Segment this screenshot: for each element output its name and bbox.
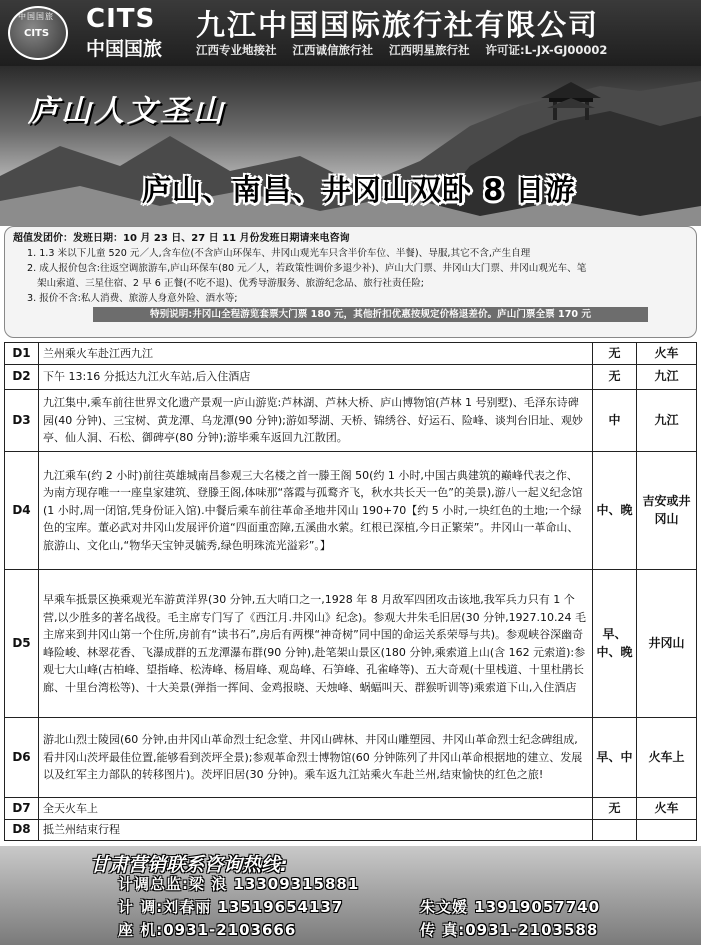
contact-phone: 座 机:0931-2103666 xyxy=(118,921,297,939)
price-info-box xyxy=(4,226,697,338)
meal-cell: 中 xyxy=(593,390,637,452)
stay-cell: 吉安或井冈山 xyxy=(637,452,697,570)
logo-cn: 中国国旅 xyxy=(86,38,163,60)
meal-cell: 早、中 xyxy=(593,718,637,798)
adult-price-includes-cont: 架山索道、三星住宿、2 早 6 正餐(不吃不退)、优秀导游服务、旅游纪念品、旅行社责任险; xyxy=(37,278,425,289)
logo-en: CITS xyxy=(86,4,156,34)
day-description: 九江集中,乘车前往世界文化遗产景观一庐山游览:芦林湖、芦林大桥、庐山博物馆(芦林 1 号别墅)、毛泽东诗碑园(40 分钟)、三宝树、黄龙潭、乌龙潭(90 分钟);游如琴湖、天桥、锦绣谷、好运石、险峰、谈判台旧址、观妙亭、仙人洞、石松、御碑亭(80 分钟);游毕乘车返回九江散团。 xyxy=(39,390,593,452)
day-label: D2 xyxy=(5,365,39,390)
table-row xyxy=(5,798,697,820)
tour-title: 庐山、南昌、井冈山双卧 8 日游 xyxy=(142,173,576,207)
meal-cell xyxy=(593,820,637,841)
price-excludes: 3. 报价不含:私人消费、旅游人身意外险、酒水等; xyxy=(27,293,238,304)
day-description: 早乘车抵景区换乘观光车游黄洋界(30 分钟,五大哨口之一,1928 年 8 月敌军四团攻击该地,我军兵力只有 1 个营,以少胜多的著名战役。毛主席专门写了《西江月.井冈山》纪念)。参观大井朱毛旧居(30 分钟,1927.10.24 毛主席来到井冈山第一个住所,房前有“读书石”,房后有两棵“神奇树”同中国的命运关系荣辱与共)。参观峡谷深幽奇峰险峻、林翠花香、飞瀑成群的五龙潭瀑布群(90 分钟),赴笔架山景区(180 分钟,乘索道上山(含 162 元索道):参观七大山峰(古柏峰、望指峰、松涛峰、杨眉峰、观岛峰、石笋峰、孔雀峰等)、五大奇观(十里桟道、十里杜鹃长廊、十里台湾松等)、十大美景(弹指一挥间、金鸡报晓、天烛峰、蜗蝠叫天、群猴听训等)乘索道下山,入住酒店 xyxy=(39,570,593,718)
day-description: 游北山烈士陵园(60 分钟,由井冈山革命烈士纪念堂、井冈山碑林、井冈山雕塑园、井冈山革命烈士纪念碑组成,看井冈山茨坪最佳位置,能够看到茨坪全景);参观革命烈士博物馆(60 分钟陈列了井冈山革命根据地的建立、发展以及红军主力部队的转移图片)。茨坪旧居(30 分钟)。乘车返九江站乘火车赴兰州,结束愉快的红色之旅! xyxy=(39,718,593,798)
contact-director: 计调总监:梁 浪 13309315881 xyxy=(118,875,360,893)
header-bar xyxy=(0,0,701,66)
table-row xyxy=(5,365,697,390)
day-label: D8 xyxy=(5,820,39,841)
special-note: 特别说明:井冈山全程游览套票大门票 180 元，其他折扣优惠按规定价格退差价。庐山门票全票 170 元 xyxy=(93,307,648,322)
table-row xyxy=(5,343,697,365)
day-description: 全天火车上 xyxy=(39,798,593,820)
header-sub-item: 江西诚信旅行社 xyxy=(292,43,373,57)
header-sub-list xyxy=(196,42,607,58)
day-label: D3 xyxy=(5,390,39,452)
meal-cell: 无 xyxy=(593,365,637,390)
header-sub-item: 江西专业地接社 xyxy=(196,43,277,57)
contact-fax: 传 真:0931-2103588 xyxy=(420,921,599,939)
contact-footer xyxy=(0,846,701,945)
cits-logo-icon xyxy=(8,6,68,60)
hotline-title: 甘肃营销联系咨询热线: xyxy=(90,854,288,876)
meal-cell: 无 xyxy=(593,798,637,820)
table-row xyxy=(5,718,697,798)
stay-cell: 九江 xyxy=(637,390,697,452)
table-row xyxy=(5,570,697,718)
day-description: 九江乘车(约 2 小时)前往英雄城南昌参观三大名楼之首一滕王阁 50(约 1 小时,中国古典建筑的巅峰代表之作、为南方现存唯一一座皇家建筑、登滕王阁,体味那“落霞与孤鹜齐飞，秋水共长天一色”的美景),游八一起义纪念馆(1 小时,周一闭馆,凭身份证入馆).中餐后乘车前往革命圣地井冈山 190+70【约 5 小时,一块红色的土地;一个绿色的宝库。董必武对井冈山发展评价道“四面重峦障,五溪曲水萦。红根已深植,今日正繁荣”。井冈山一革命山、旅游山、文化山,“物华天宝钟灵毓秀,绿色明珠流光溢彩”。】 xyxy=(39,452,593,570)
stay-cell: 火车 xyxy=(637,798,697,820)
meal-cell: 中、晚 xyxy=(593,452,637,570)
logo-sub-text: CITS xyxy=(24,28,50,39)
contact-operator: 计 调:刘春丽 13519654137 xyxy=(118,898,344,916)
departure-info: 超值发团价：发班日期：10 月 23 日、27 日 11 月份发班日期请来电咨询 xyxy=(13,233,350,244)
meal-cell: 无 xyxy=(593,343,637,365)
day-label: D6 xyxy=(5,718,39,798)
stay-cell: 火车上 xyxy=(637,718,697,798)
child-price-note: 1. 1.3 米以下儿童 520 元／人,含车位(不含庐山环保车、井冈山观光车只含半价车位、半餐)、导服,其它不含,产生自理 xyxy=(27,248,531,259)
stay-cell: 井冈山 xyxy=(637,570,697,718)
stay-cell: 九江 xyxy=(637,365,697,390)
day-description: 下午 13:16 分抵达九江火车站,后入住酒店 xyxy=(39,365,593,390)
banner-title: 庐山人文圣山 xyxy=(28,94,226,129)
stay-cell: 火车 xyxy=(637,343,697,365)
day-label: D5 xyxy=(5,570,39,718)
adult-price-includes: 2. 成人报价包含:往返空调旅游车,庐山环保车(80 元／人，若政策性调价多退少补)、庐山大门票、井冈山大门票、井冈山观光车、笔 xyxy=(27,263,587,274)
day-description: 抵兰州结束行程 xyxy=(39,820,593,841)
table-row xyxy=(5,452,697,570)
stay-cell xyxy=(637,820,697,841)
table-row xyxy=(5,390,697,452)
company-name: 九江中国国际旅行社有限公司 xyxy=(196,8,600,42)
pavilion-icon xyxy=(531,76,611,126)
logo-arc-text: 中国国旅 xyxy=(18,12,54,21)
contact-operator-2: 朱文媛 13919057740 xyxy=(420,898,601,916)
day-label: D4 xyxy=(5,452,39,570)
day-description: 兰州乘火车赴江西九江 xyxy=(39,343,593,365)
day-label: D7 xyxy=(5,798,39,820)
itinerary-table xyxy=(4,342,697,841)
license-number: 许可证:L-JX-GJ00002 xyxy=(485,43,608,57)
header-sub-item: 江西明星旅行社 xyxy=(389,43,470,57)
table-row xyxy=(5,820,697,841)
banner xyxy=(0,66,701,226)
day-label: D1 xyxy=(5,343,39,365)
meal-cell: 早、中、晚 xyxy=(593,570,637,718)
